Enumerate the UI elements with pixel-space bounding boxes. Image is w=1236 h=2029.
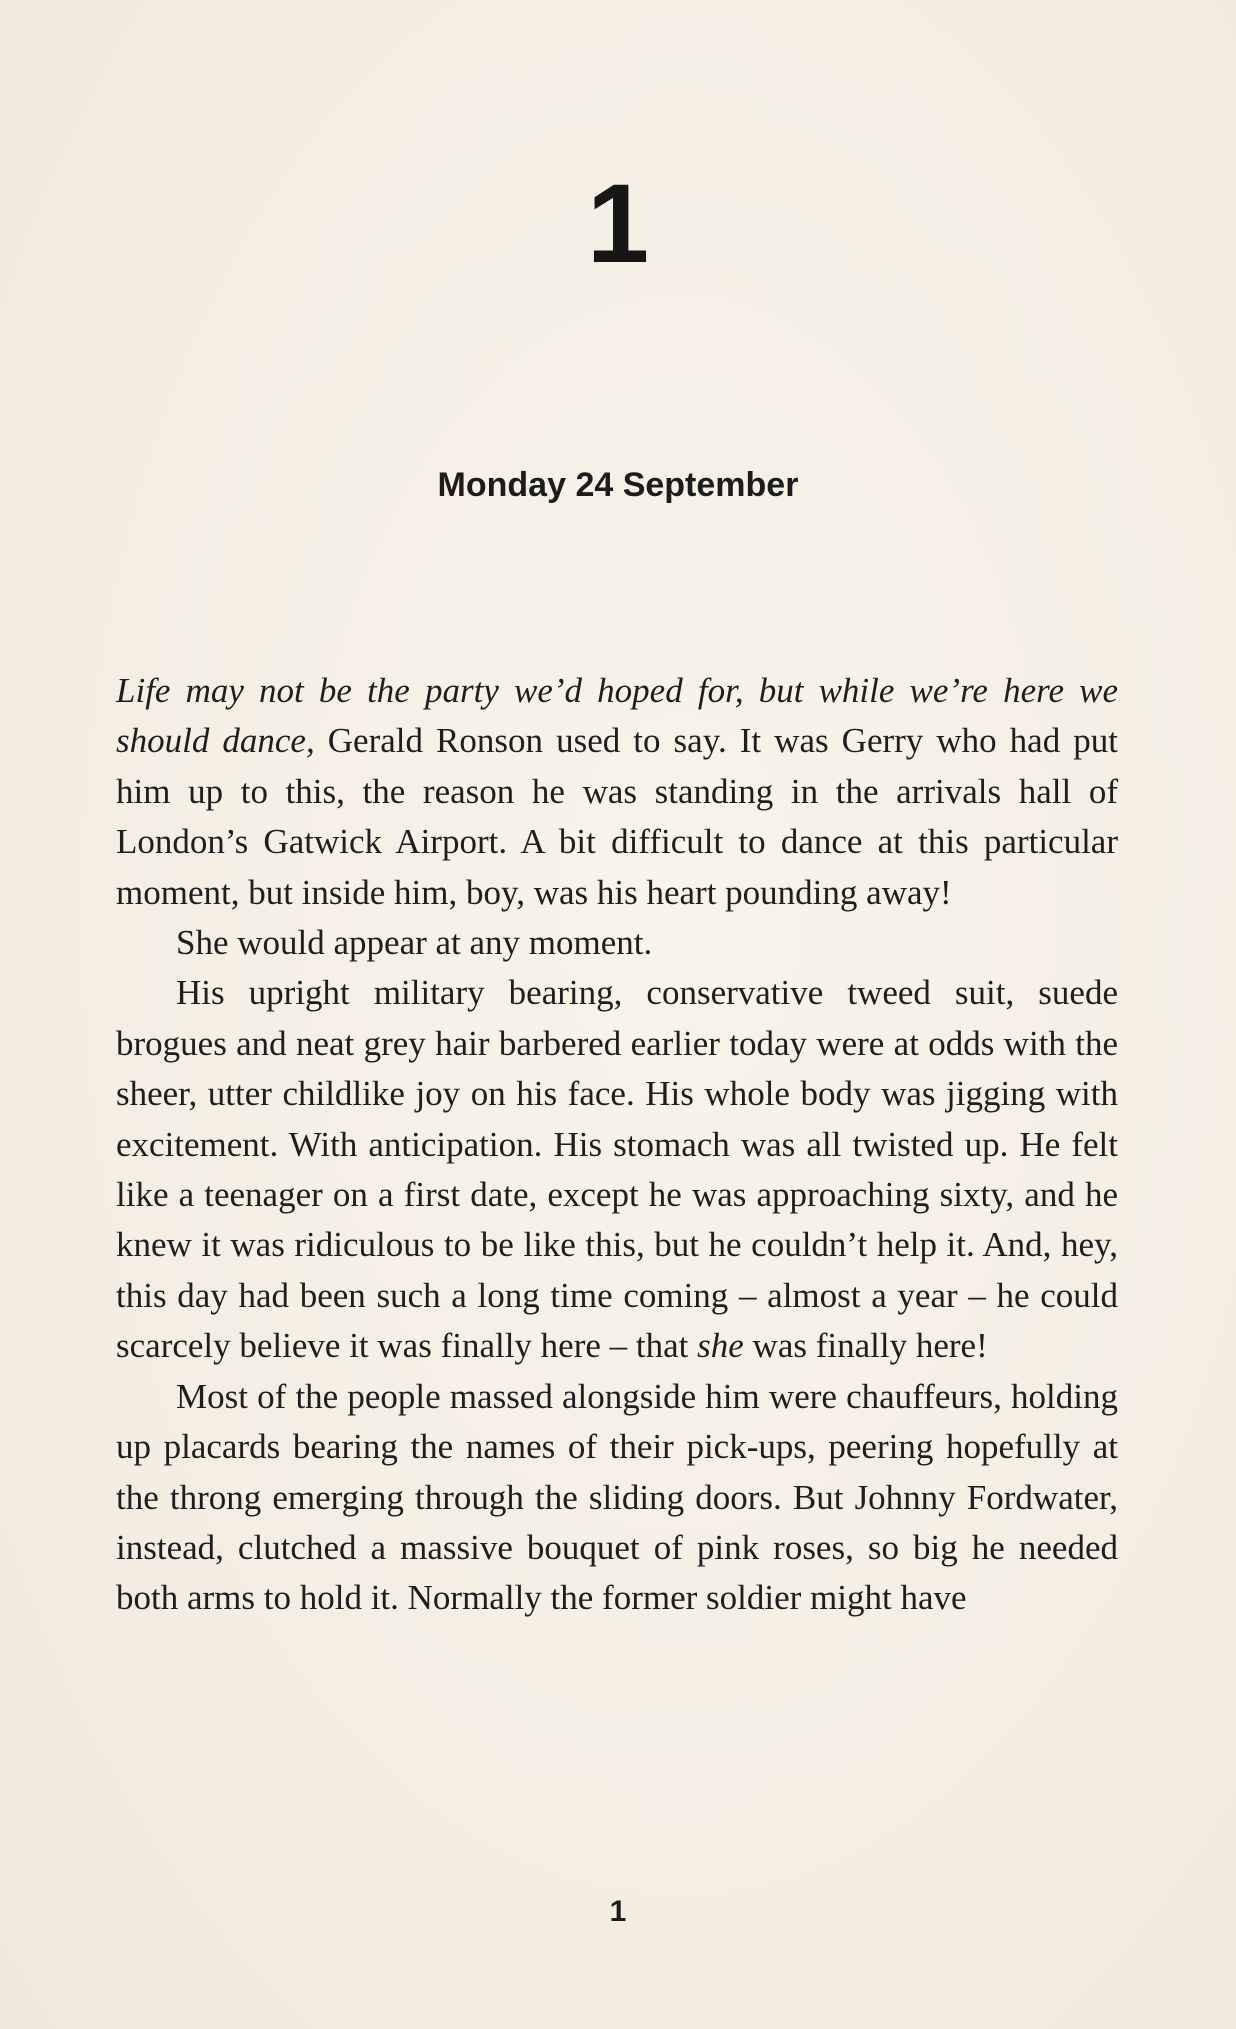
- body-text: [116, 666, 1118, 1624]
- paragraph-text: Life may not be the party we’d hoped for, but while we’re here we should dance,: [116, 671, 1118, 761]
- paragraph: [116, 1372, 1118, 1624]
- paragraph-text: She would appear at any moment.: [176, 923, 653, 963]
- paragraph-text: Most of the people massed alongside him were chauffeurs, holding up placards bearing the names of their pick-ups, peering hopefully at the throng emerging through the sliding doors. But Johnny Fordwater, instead, clutched a massive bouquet of pink roses, so big he needed both arms to hold it. Normally the former soldier might have: [116, 1376, 1118, 1618]
- paragraph-text: she: [697, 1326, 744, 1366]
- chapter-number: 1: [586, 161, 650, 286]
- page-number: 1: [609, 1895, 627, 1928]
- paragraph: [116, 968, 1118, 1371]
- paragraph-text: His upright military bearing, conservative tweed suit, suede brogues and neat grey hair barbered earlier today were at odds with the sheer, utter childlike joy on his face. His whole body was jigging with excitement. With anticipation. His stomach was all twisted up. He felt like a teenager on a first date, except he was approaching sixty, and he knew it was ridiculous to be like this, but he couldn’t help it. And, hey, this day had been such a long time coming – almost a year – he could scarcely believe it was finally here – that: [116, 973, 1118, 1366]
- paragraph: [116, 666, 1118, 918]
- paragraph-text: was finally here!: [743, 1326, 988, 1366]
- paragraph: [116, 918, 1118, 968]
- chapter-date-heading: Monday 24 September: [437, 466, 799, 504]
- paragraph-text: Gerald Ronson used to say. It was Gerry who had put him up to this, the reason he was standing in the arrivals hall of London’s Gatwick Airport. A bit difficult to dance at this particular moment, but inside him, boy, was his heart pounding away!: [116, 721, 1118, 912]
